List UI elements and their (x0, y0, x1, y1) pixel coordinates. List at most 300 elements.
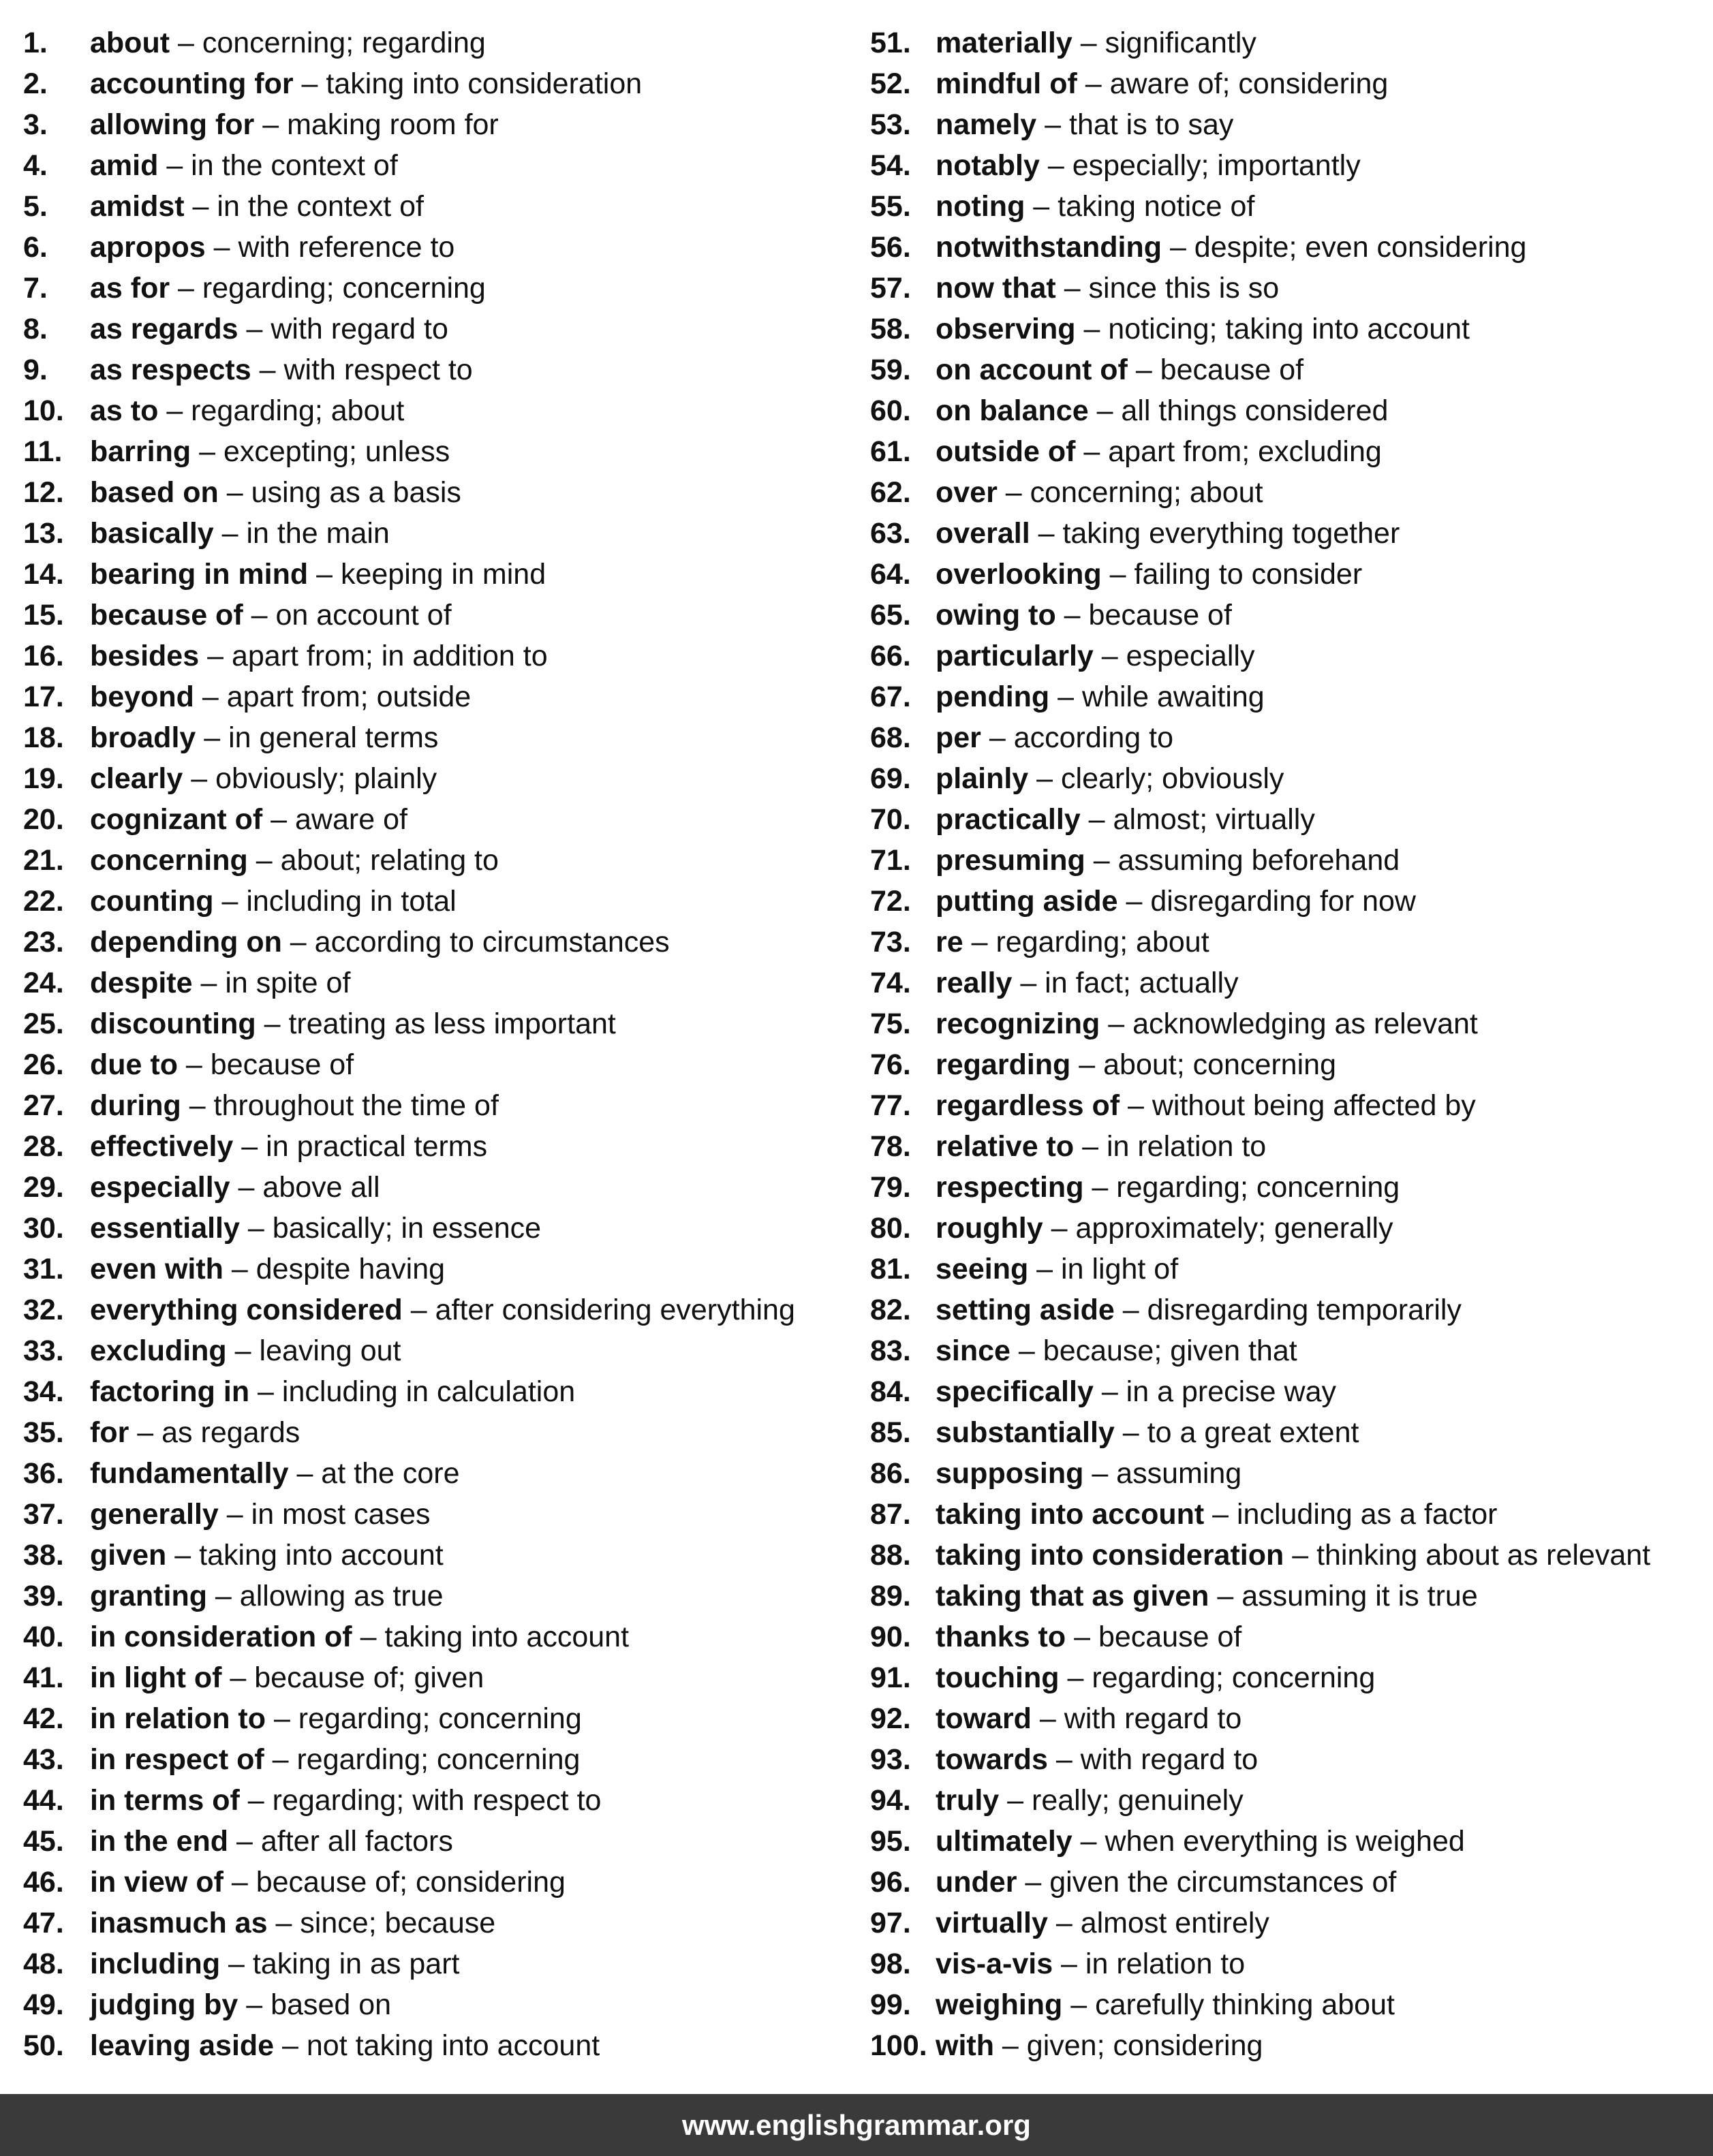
item-term: as regards (90, 313, 238, 345)
item-number: 83. (870, 1334, 911, 1367)
list-item (870, 1780, 1708, 1821)
list-item (870, 104, 1708, 145)
item-term: overlooking (936, 558, 1102, 591)
item-definition: – really; genuinely (999, 1784, 1244, 1817)
list-item (870, 1616, 1708, 1657)
item-number: 50. (23, 2029, 64, 2062)
item-definition: – despite; even considering (1162, 231, 1527, 264)
list-item (870, 1698, 1708, 1739)
item-number: 19. (23, 762, 64, 795)
item-number: 57. (870, 272, 911, 304)
list-item (870, 1943, 1708, 1984)
list-item (23, 227, 861, 268)
item-number: 68. (870, 721, 911, 754)
item-number: 96. (870, 1866, 911, 1899)
item-term: truly (936, 1784, 1000, 1817)
item-definition: – because of (1127, 354, 1304, 386)
list-item (870, 309, 1708, 349)
list-item (23, 1412, 861, 1453)
list-item (23, 186, 861, 227)
list-item (870, 390, 1708, 431)
item-definition: – clearly; obviously (1028, 762, 1284, 795)
item-definition: – significantly (1072, 27, 1256, 59)
item-number: 82. (870, 1294, 911, 1326)
item-number: 77. (870, 1089, 911, 1122)
item-definition: – keeping in mind (308, 558, 546, 591)
item-number: 52. (870, 67, 911, 100)
item-number: 4. (23, 149, 48, 182)
item-definition: – given the circumstances of (1017, 1866, 1397, 1899)
list-item (23, 1085, 861, 1126)
list-item (23, 1494, 861, 1535)
item-term: regardless of (936, 1089, 1120, 1122)
item-number: 74. (870, 967, 911, 999)
list-item (23, 1371, 861, 1412)
item-term: mindful of (936, 67, 1077, 100)
list-item (870, 186, 1708, 227)
list-item (870, 1290, 1708, 1330)
item-definition: – taking into account (166, 1539, 444, 1572)
item-term: especially (90, 1171, 230, 1204)
item-number: 89. (870, 1580, 911, 1612)
item-number: 40. (23, 1621, 64, 1653)
item-definition: – in the main (213, 517, 390, 550)
item-definition: – while awaiting (1049, 681, 1265, 713)
list-item (23, 1780, 861, 1821)
item-term: virtually (936, 1907, 1048, 1939)
item-definition: – making room for (254, 108, 499, 141)
list-item (870, 349, 1708, 390)
item-number: 92. (870, 1702, 911, 1735)
list-item (23, 431, 861, 472)
list-item (870, 1821, 1708, 1862)
list-item (870, 1208, 1708, 1249)
item-definition: – concerning; about (997, 476, 1263, 509)
item-number: 27. (23, 1089, 64, 1122)
item-term: weighing (936, 1988, 1063, 2021)
item-term: generally (90, 1498, 219, 1531)
item-number: 11. (23, 435, 63, 468)
item-number: 72. (870, 885, 911, 918)
item-definition: – carefully thinking about (1062, 1988, 1395, 2021)
list-item (23, 472, 861, 513)
item-number: 65. (870, 599, 911, 631)
list-item (870, 676, 1708, 717)
item-definition: – regarding; with respect to (239, 1784, 602, 1817)
footer-url[interactable]: www.englishgrammar.org (682, 2109, 1031, 2141)
item-definition: – with regard to (238, 313, 448, 345)
item-number: 17. (23, 681, 64, 713)
item-term: with (936, 2029, 994, 2062)
list-item (870, 554, 1708, 595)
item-definition: – in relation to (1053, 1948, 1246, 1980)
list-item (870, 2025, 1708, 2066)
list-item (23, 309, 861, 349)
item-definition: – noticing; taking into account (1075, 313, 1470, 345)
item-term: thanks to (936, 1621, 1066, 1653)
item-term: observing (936, 313, 1076, 345)
item-term: inasmuch as (90, 1907, 268, 1939)
list-item (23, 554, 861, 595)
item-number: 9. (23, 354, 48, 386)
item-definition: – according to circumstances (281, 926, 670, 958)
item-term: for (90, 1416, 129, 1449)
item-definition: – despite having (223, 1253, 446, 1285)
item-number: 79. (870, 1171, 911, 1204)
item-definition: – all things considered (1088, 394, 1389, 427)
list-item (870, 513, 1708, 554)
item-number: 98. (870, 1948, 911, 1980)
item-number: 71. (870, 844, 911, 877)
item-number: 46. (23, 1866, 64, 1899)
item-term: given (90, 1539, 167, 1572)
item-number: 48. (23, 1948, 64, 1980)
item-definition: – regarding; concerning (266, 1702, 582, 1735)
item-definition: – with regard to (1047, 1743, 1259, 1776)
item-term: besides (90, 640, 200, 672)
item-number: 18. (23, 721, 64, 754)
item-definition: – to a great extent (1114, 1416, 1359, 1449)
item-number: 84. (870, 1375, 911, 1408)
item-number: 53. (870, 108, 911, 141)
left-column (23, 22, 861, 2066)
item-number: 95. (870, 1825, 911, 1858)
item-term: about (90, 27, 170, 59)
item-term: as to (90, 394, 159, 427)
item-number: 78. (870, 1130, 911, 1163)
item-term: as for (90, 272, 170, 304)
item-number: 67. (870, 681, 911, 713)
list-item (870, 1739, 1708, 1780)
list-item (870, 595, 1708, 636)
item-term: cognizant of (90, 803, 263, 836)
item-definition: – not taking into account (274, 2029, 600, 2062)
item-definition: – given; considering (993, 2029, 1263, 2062)
list-item (23, 1208, 861, 1249)
item-definition: – about; concerning (1070, 1048, 1336, 1081)
list-item (23, 636, 861, 676)
item-definition: – in light of (1028, 1253, 1179, 1285)
item-term: on account of (936, 354, 1128, 386)
item-term: recognizing (936, 1007, 1100, 1040)
list-item (23, 63, 861, 104)
item-number: 33. (23, 1334, 64, 1367)
item-number: 88. (870, 1539, 911, 1572)
list-item (23, 1821, 861, 1862)
item-term: barring (90, 435, 191, 468)
item-definition: – apart from; outside (194, 681, 472, 713)
item-term: taking that as given (936, 1580, 1209, 1612)
item-definition: – since; because (267, 1907, 496, 1939)
list-item (870, 1862, 1708, 1903)
item-number: 66. (870, 640, 911, 672)
list-item (870, 1044, 1708, 1085)
item-term: in light of (90, 1661, 222, 1694)
item-term: roughly (936, 1212, 1043, 1245)
list-item (870, 717, 1708, 758)
item-number: 76. (870, 1048, 911, 1081)
item-number: 12. (23, 476, 64, 509)
item-definition: – without being affected by (1120, 1089, 1476, 1122)
item-term: materially (936, 27, 1072, 59)
list-item (23, 1044, 861, 1085)
item-number: 22. (23, 885, 64, 918)
list-item (870, 1330, 1708, 1371)
list-item (23, 1249, 861, 1290)
list-item (870, 1494, 1708, 1535)
item-definition: – on account of (243, 599, 452, 631)
item-term: because of (90, 599, 243, 631)
item-definition: – using as a basis (218, 476, 461, 509)
item-definition: – excepting; unless (191, 435, 450, 468)
item-term: counting (90, 885, 214, 918)
item-definition: – taking in as part (220, 1948, 460, 1980)
item-definition: – after all factors (228, 1825, 453, 1858)
item-definition: – regarding; concerning (1083, 1171, 1400, 1204)
item-definition: – taking into account (352, 1621, 630, 1653)
item-definition: – almost; virtually (1080, 803, 1315, 836)
list-item (870, 799, 1708, 840)
item-number: 34. (23, 1375, 64, 1408)
item-definition: – after considering everything (402, 1294, 795, 1326)
item-number: 24. (23, 967, 64, 999)
item-definition: – disregarding temporarily (1114, 1294, 1462, 1326)
list-item (23, 1126, 861, 1167)
item-term: since (936, 1334, 1010, 1367)
list-item (23, 881, 861, 922)
item-definition: – at the core (288, 1457, 460, 1490)
list-item (23, 1330, 861, 1371)
list-item (23, 1290, 861, 1330)
list-item (23, 963, 861, 1003)
item-definition: – including in calculation (249, 1375, 576, 1408)
item-definition: – especially; importantly (1039, 149, 1361, 182)
item-definition: – aware of (262, 803, 407, 836)
item-definition: – in fact; actually (1012, 967, 1239, 999)
list-item (23, 1657, 861, 1698)
item-number: 13. (23, 517, 64, 550)
item-term: even with (90, 1253, 223, 1285)
item-number: 1. (23, 27, 48, 59)
item-term: during (90, 1089, 181, 1122)
item-term: depending on (90, 926, 282, 958)
item-definition: – because of (1055, 599, 1232, 631)
list-item (870, 636, 1708, 676)
item-definition: – regarding; concerning (170, 272, 486, 304)
list-item (23, 840, 861, 881)
item-definition: – because; given that (1010, 1334, 1297, 1367)
item-term: presuming (936, 844, 1085, 877)
item-definition: – including in total (213, 885, 457, 918)
list-item (23, 758, 861, 799)
item-number: 59. (870, 354, 911, 386)
item-definition: – almost entirely (1047, 1907, 1269, 1939)
item-definition: – as regards (129, 1416, 300, 1449)
item-definition: – allowing as true (206, 1580, 444, 1612)
item-term: namely (936, 108, 1037, 141)
item-definition: – with respect to (251, 354, 473, 386)
item-term: essentially (90, 1212, 240, 1245)
item-term: leaving aside (90, 2029, 275, 2062)
list-item (23, 1167, 861, 1208)
item-definition: – assuming (1083, 1457, 1242, 1490)
item-number: 63. (870, 517, 911, 550)
item-term: judging by (90, 1988, 238, 2021)
list-item (870, 1371, 1708, 1412)
item-term: effectively (90, 1130, 234, 1163)
list-item (23, 268, 861, 309)
list-item (870, 1003, 1708, 1044)
item-number: 15. (23, 599, 64, 631)
item-number: 6. (23, 231, 48, 264)
item-term: now that (936, 272, 1056, 304)
item-number: 69. (870, 762, 911, 795)
item-number: 58. (870, 313, 911, 345)
item-term: in the end (90, 1825, 229, 1858)
item-definition: – because of (1066, 1621, 1242, 1653)
item-definition: – disregarding for now (1117, 885, 1416, 918)
item-number: 99. (870, 1988, 911, 2021)
item-number: 93. (870, 1743, 911, 1776)
item-term: due to (90, 1048, 178, 1081)
item-number: 35. (23, 1416, 64, 1449)
list-item (870, 1126, 1708, 1167)
item-term: in consideration of (90, 1621, 352, 1653)
list-item (870, 1085, 1708, 1126)
item-definition: – failing to consider (1101, 558, 1363, 591)
item-definition: – regarding; concerning (1059, 1661, 1376, 1694)
item-term: respecting (936, 1171, 1084, 1204)
list-item (23, 2025, 861, 2066)
item-definition: – because of; considering (223, 1866, 566, 1899)
item-term: over (936, 476, 998, 509)
item-term: beyond (90, 681, 194, 713)
item-number: 60. (870, 394, 911, 427)
item-number: 39. (23, 1580, 64, 1612)
item-number: 56. (870, 231, 911, 264)
list-item (23, 1984, 861, 2025)
item-term: specifically (936, 1375, 1094, 1408)
list-item (23, 799, 861, 840)
item-number: 30. (23, 1212, 64, 1245)
item-definition: – thinking about as relevant (1284, 1539, 1651, 1572)
item-term: relative to (936, 1130, 1075, 1163)
item-term: including (90, 1948, 221, 1980)
item-number: 26. (23, 1048, 64, 1081)
item-term: amid (90, 149, 159, 182)
item-term: overall (936, 517, 1030, 550)
list-item (870, 268, 1708, 309)
item-number: 10. (23, 394, 64, 427)
item-number: 44. (23, 1784, 64, 1817)
item-term: outside of (936, 435, 1076, 468)
item-number: 54. (870, 149, 911, 182)
list-item (23, 1739, 861, 1780)
item-term: broadly (90, 721, 196, 754)
item-number: 62. (870, 476, 911, 509)
list-item (870, 431, 1708, 472)
list-item (870, 227, 1708, 268)
item-definition: – concerning; regarding (170, 27, 486, 59)
list-item (23, 349, 861, 390)
item-definition: – based on (238, 1988, 392, 2021)
item-term: bearing in mind (90, 558, 309, 591)
item-term: taking into consideration (936, 1539, 1284, 1572)
item-definition: – above all (230, 1171, 380, 1204)
item-definition: – leaving out (226, 1334, 401, 1367)
item-definition: – about; relating to (247, 844, 499, 877)
item-term: re (936, 926, 963, 958)
item-term: factoring in (90, 1375, 250, 1408)
item-definition: – in relation to (1074, 1130, 1267, 1163)
list-item (23, 717, 861, 758)
list-item (870, 840, 1708, 881)
item-term: as respects (90, 354, 251, 386)
item-definition: – assuming it is true (1209, 1580, 1478, 1612)
list-item (870, 963, 1708, 1003)
item-number: 38. (23, 1539, 64, 1572)
list-item (870, 1903, 1708, 1943)
item-definition: – when everything is weighed (1072, 1825, 1465, 1858)
item-number: 32. (23, 1294, 64, 1326)
item-term: under (936, 1866, 1017, 1899)
item-term: pending (936, 681, 1050, 713)
item-term: plainly (936, 762, 1029, 795)
item-definition: – taking into consideration (293, 67, 643, 100)
item-definition: – in the context of (184, 190, 424, 223)
item-definition: – apart from; in addition to (199, 640, 548, 672)
list-item (23, 513, 861, 554)
item-term: practically (936, 803, 1081, 836)
item-definition: – throughout the time of (181, 1089, 499, 1122)
item-number: 21. (23, 844, 64, 877)
item-number: 70. (870, 803, 911, 836)
list-item (23, 1698, 861, 1739)
list-item (23, 922, 861, 963)
item-term: accounting for (90, 67, 294, 100)
item-definition: – approximately; generally (1043, 1212, 1393, 1245)
item-term: substantially (936, 1416, 1115, 1449)
item-number: 80. (870, 1212, 911, 1245)
item-term: amidst (90, 190, 185, 223)
item-number: 85. (870, 1416, 911, 1449)
item-term: clearly (90, 762, 183, 795)
item-term: notwithstanding (936, 231, 1162, 264)
list-item (23, 390, 861, 431)
item-term: excluding (90, 1334, 227, 1367)
item-definition: – with regard to (1031, 1702, 1242, 1735)
item-definition: – according to (981, 721, 1173, 754)
list-item (23, 1903, 861, 1943)
item-definition: – with reference to (205, 231, 455, 264)
list-item (23, 1862, 861, 1903)
item-term: seeing (936, 1253, 1029, 1285)
item-definition: – because of; given (221, 1661, 484, 1694)
list-item (23, 1535, 861, 1576)
item-definition: – regarding; about (158, 394, 405, 427)
item-definition: – apart from; excluding (1075, 435, 1382, 468)
item-term: really (936, 967, 1013, 999)
item-number: 51. (870, 27, 911, 59)
right-column (870, 22, 1708, 2066)
item-definition: – in most cases (218, 1498, 431, 1531)
item-definition: – in the context of (158, 149, 398, 182)
item-number: 37. (23, 1498, 64, 1531)
item-definition: – treating as less important (256, 1007, 616, 1040)
item-term: granting (90, 1580, 207, 1612)
item-term: despite (90, 967, 193, 999)
list-item (23, 1453, 861, 1494)
